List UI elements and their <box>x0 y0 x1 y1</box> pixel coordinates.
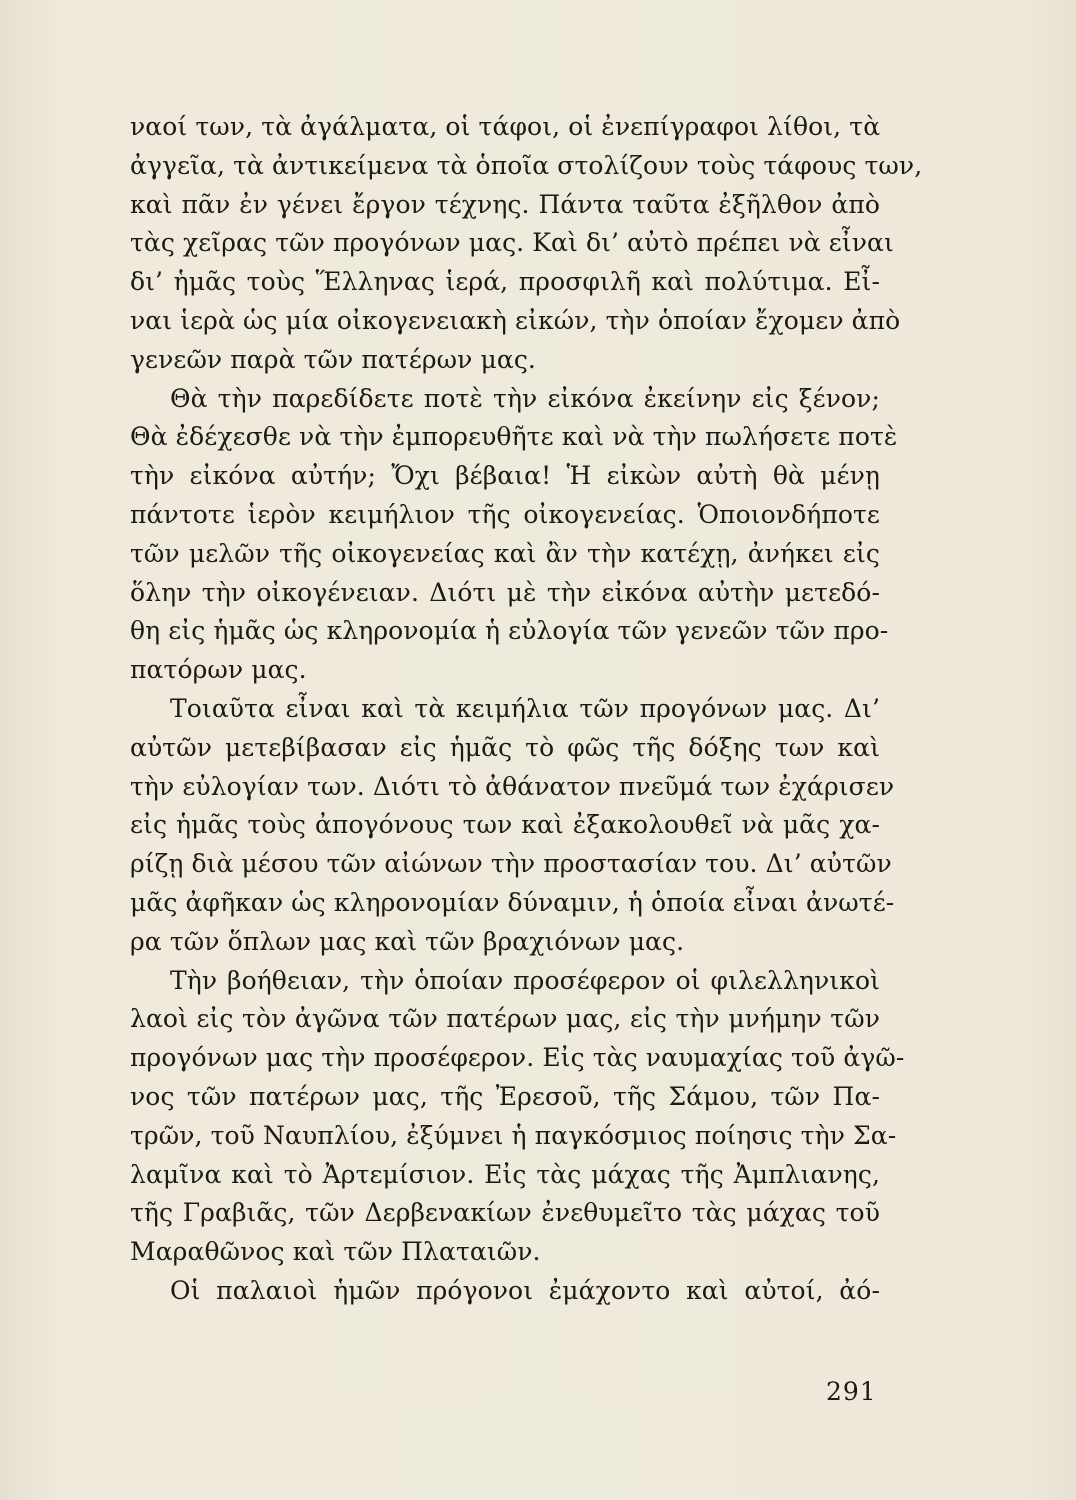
text-line: εἰς ἡμᾶς τοὺς ἀπογόνους των καὶ ἐξακολουθεῖ νὰ μᾶς χα- <box>130 810 880 840</box>
text-line: Θὰ ἐδέχεσθε νὰ τὴν ἐμπορευθῆτε καὶ νὰ τὴν πωλήσετε ποτὲ <box>130 422 898 452</box>
text-line: λαοὶ εἰς τὸν ἀγῶνα τῶν πατέρων μας, εἰς τὴν μνήμην τῶν <box>130 1004 880 1034</box>
text-line: τὴν εἰκόνα αὐτήν; Ὄχι βέβαια! Ἡ εἰκὼν αὐτὴ θὰ μένῃ <box>130 461 880 491</box>
text-line: αὐτῶν μετεβίβασαν εἰς ἡμᾶς τὸ φῶς τῆς δόξης των καὶ <box>130 732 880 762</box>
text-line: Θὰ τὴν παρεδίδετε ποτὲ τὴν εἰκόνα ἐκείνην εἰς ξένον; <box>170 383 880 413</box>
text-line: Τὴν βοήθειαν, τὴν ὁποίαν προσέφερον οἱ φιλελληνικοὶ <box>170 965 880 995</box>
text-line: τρῶν, τοῦ Ναυπλίου, ἐξύμνει ἡ παγκόσμιος ποίησις τὴν Σα- <box>130 1120 897 1150</box>
text-line: ἀγγεῖα, τὰ ἀντικείμενα τὰ ὁποῖα στολίζουν τοὺς τάφους των, <box>130 150 923 180</box>
text-line: ρα τῶν ὅπλων μας καὶ τῶν βραχιόνων μας. <box>130 926 685 956</box>
text-line: Μαραθῶνος καὶ τῶν Πλαταιῶν. <box>130 1237 541 1267</box>
text-line: γενεῶν παρὰ τῶν πατέρων μας. <box>130 344 536 374</box>
text-line: νος τῶν πατέρων μας, τῆς Ἐρεσοῦ, τῆς Σάμου, τῶν Πα- <box>130 1081 880 1111</box>
text-line: ναοί των, τὰ ἀγάλματα, οἱ τάφοι, οἱ ἐνεπίγραφοι λίθοι, τὰ <box>130 112 881 141</box>
text-line: μᾶς ἀφῆκαν ὡς κληρονομίαν δύναμιν, ἡ ὁποία εἶναι ἀνωτέ- <box>130 887 895 917</box>
text-line: Οἱ παλαιοὶ ἡμῶν πρόγονοι ἐμάχοντο καὶ αὐτοί, ἀό- <box>170 1275 880 1305</box>
text-line: τῶν μελῶν τῆς οἰκογενείας καὶ ἂν τὴν κατέχῃ, ἀνήκει εἰς <box>130 538 880 568</box>
text-line: τὰς χεῖρας τῶν προγόνων μας. Καὶ δι’ αὐτὸ πρέπει νὰ εἶναι <box>130 228 894 258</box>
body-text <box>130 108 923 1311</box>
text-line: θη εἰς ἡμᾶς ὡς κληρονομία ἡ εὐλογία τῶν γενεῶν τῶν προ- <box>130 616 889 646</box>
text-line: λαμῖνα καὶ τὸ Ἀρτεμίσιον. Εἰς τὰς μάχας τῆς Ἀμπλιανης, <box>130 1159 880 1189</box>
text-line: πάντοτε ἱερὸν κειμήλιον τῆς οἰκογενείας. Ὁποιονδήποτε <box>130 499 880 529</box>
text-line: ρίζῃ διὰ μέσου τῶν αἰώνων τὴν προστασίαν του. Δι’ αὐτῶν <box>130 849 892 879</box>
text-line: ὅλην τὴν οἰκογένειαν. Διότι μὲ τὴν εἰκόνα αὐτὴν μετεδό- <box>130 577 880 607</box>
text-line: τῆς Γραβιᾶς, τῶν Δερβενακίων ἐνεθυμεῖτο τὰς μάχας τοῦ <box>130 1198 880 1228</box>
text-line: πατόρων μας. <box>130 655 307 685</box>
page-number: 291 <box>826 1377 877 1406</box>
text-line: προγόνων μας τὴν προσέφερον. Εἰς τὰς ναυμαχίας τοῦ ἀγῶ- <box>130 1043 905 1073</box>
text-line: καὶ πᾶν ἐν γένει ἔργον τέχνης. Πάντα ταῦτα ἐξῆλθον ἀπὸ <box>130 189 880 219</box>
text-line: δι’ ἡμᾶς τοὺς Ἕλληνας ἱερά, προσφιλῆ καὶ πολύτιμα. Εἶ- <box>130 267 880 297</box>
text-line: Τοιαῦτα εἶναι καὶ τὰ κειμήλια τῶν προγόνων μας. Δι’ <box>170 693 880 723</box>
text-line: ναι ἱερὰ ὡς μία οἰκογενειακὴ εἰκών, τὴν ὁποίαν ἔχομεν ἀπὸ <box>130 305 901 335</box>
text-line: τὴν εὐλογίαν των. Διότι τὸ ἀθάνατον πνεῦμά των ἐχάρισεν <box>130 771 895 801</box>
